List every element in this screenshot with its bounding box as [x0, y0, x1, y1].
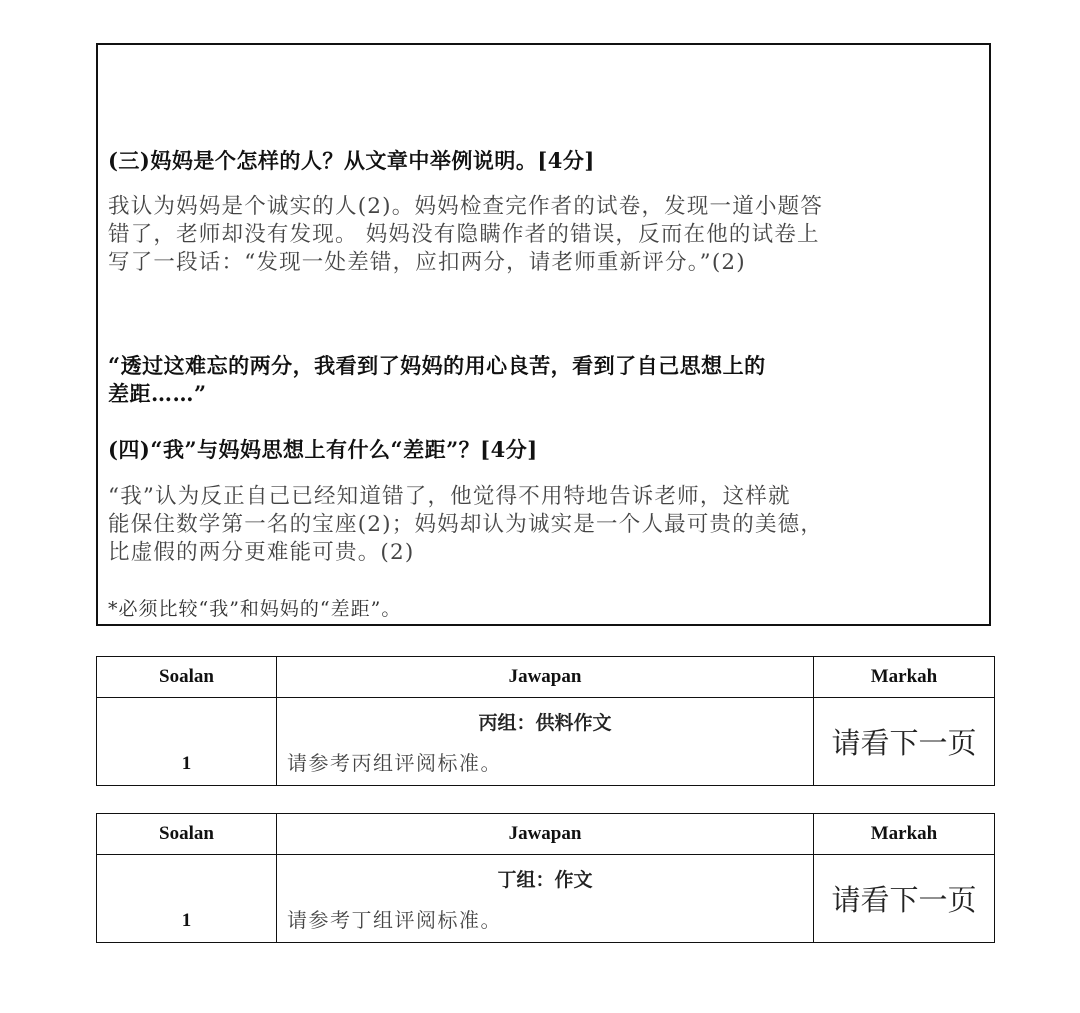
header-markah: Markah — [814, 814, 995, 855]
answer-text: 请参考丁组评阅标准。 — [287, 908, 502, 932]
answer-line: 能保住数学第一名的宝座(2)；妈妈却认为诚实是一个人最可贵的美德， — [108, 512, 824, 537]
question-3-answer — [108, 193, 978, 277]
answer-line: “我”认为反正自己已经知道错了，他觉得不用特地告诉老师，这样就 — [108, 484, 791, 509]
answer-cell — [277, 698, 814, 786]
marking-table-ding — [96, 813, 995, 943]
answer-text: 请参考丙组评阅标准。 — [287, 751, 502, 775]
table-header-row — [97, 814, 995, 855]
answer-box — [96, 43, 991, 626]
question-number: 1 — [97, 698, 277, 786]
markah-cell: 请看下一页 — [814, 698, 995, 786]
header-soalan: Soalan — [97, 814, 277, 855]
quote-line: 差距……” — [108, 381, 207, 406]
quote-line: “透过这难忘的两分，我看到了妈妈的用心良苦，看到了自己思想上的 — [108, 353, 766, 378]
header-markah: Markah — [814, 657, 995, 698]
answer-line: 我认为妈妈是个诚实的人(2)。妈妈检查完作者的试卷，发现一道小题答 — [108, 194, 824, 219]
header-soalan: Soalan — [97, 657, 277, 698]
answer-line: 写了一段话：“发现一处差错，应扣两分，请老师重新评分。”(2) — [108, 250, 746, 275]
answer-line: 比虚假的两分更难能可贵。(2) — [108, 540, 415, 565]
answer-line: 错了，老师却没有发现。 妈妈没有隐瞒作者的错误，反而在他的试卷上 — [108, 222, 820, 247]
header-jawapan: Jawapan — [277, 814, 814, 855]
question-4-heading: (四)“我”与妈妈思想上有什么“差距”？[4分] — [108, 437, 538, 462]
answer-title: 丁组：作文 — [497, 869, 593, 891]
marking-table-bing — [96, 656, 995, 786]
passage-quote — [108, 352, 978, 408]
markah-cell: 请看下一页 — [814, 855, 995, 943]
question-number: 1 — [97, 855, 277, 943]
answer-title: 丙组：供料作文 — [478, 712, 612, 734]
table-row — [97, 698, 995, 786]
marking-note: *必须比较“我”和妈妈的“差距”。 — [108, 598, 402, 620]
question-4-answer — [108, 483, 978, 567]
answer-cell — [277, 855, 814, 943]
header-jawapan: Jawapan — [277, 657, 814, 698]
table-header-row — [97, 657, 995, 698]
table-row — [97, 855, 995, 943]
question-3-heading: (三)妈妈是个怎样的人？从文章中举例说明。[4分] — [108, 148, 595, 173]
